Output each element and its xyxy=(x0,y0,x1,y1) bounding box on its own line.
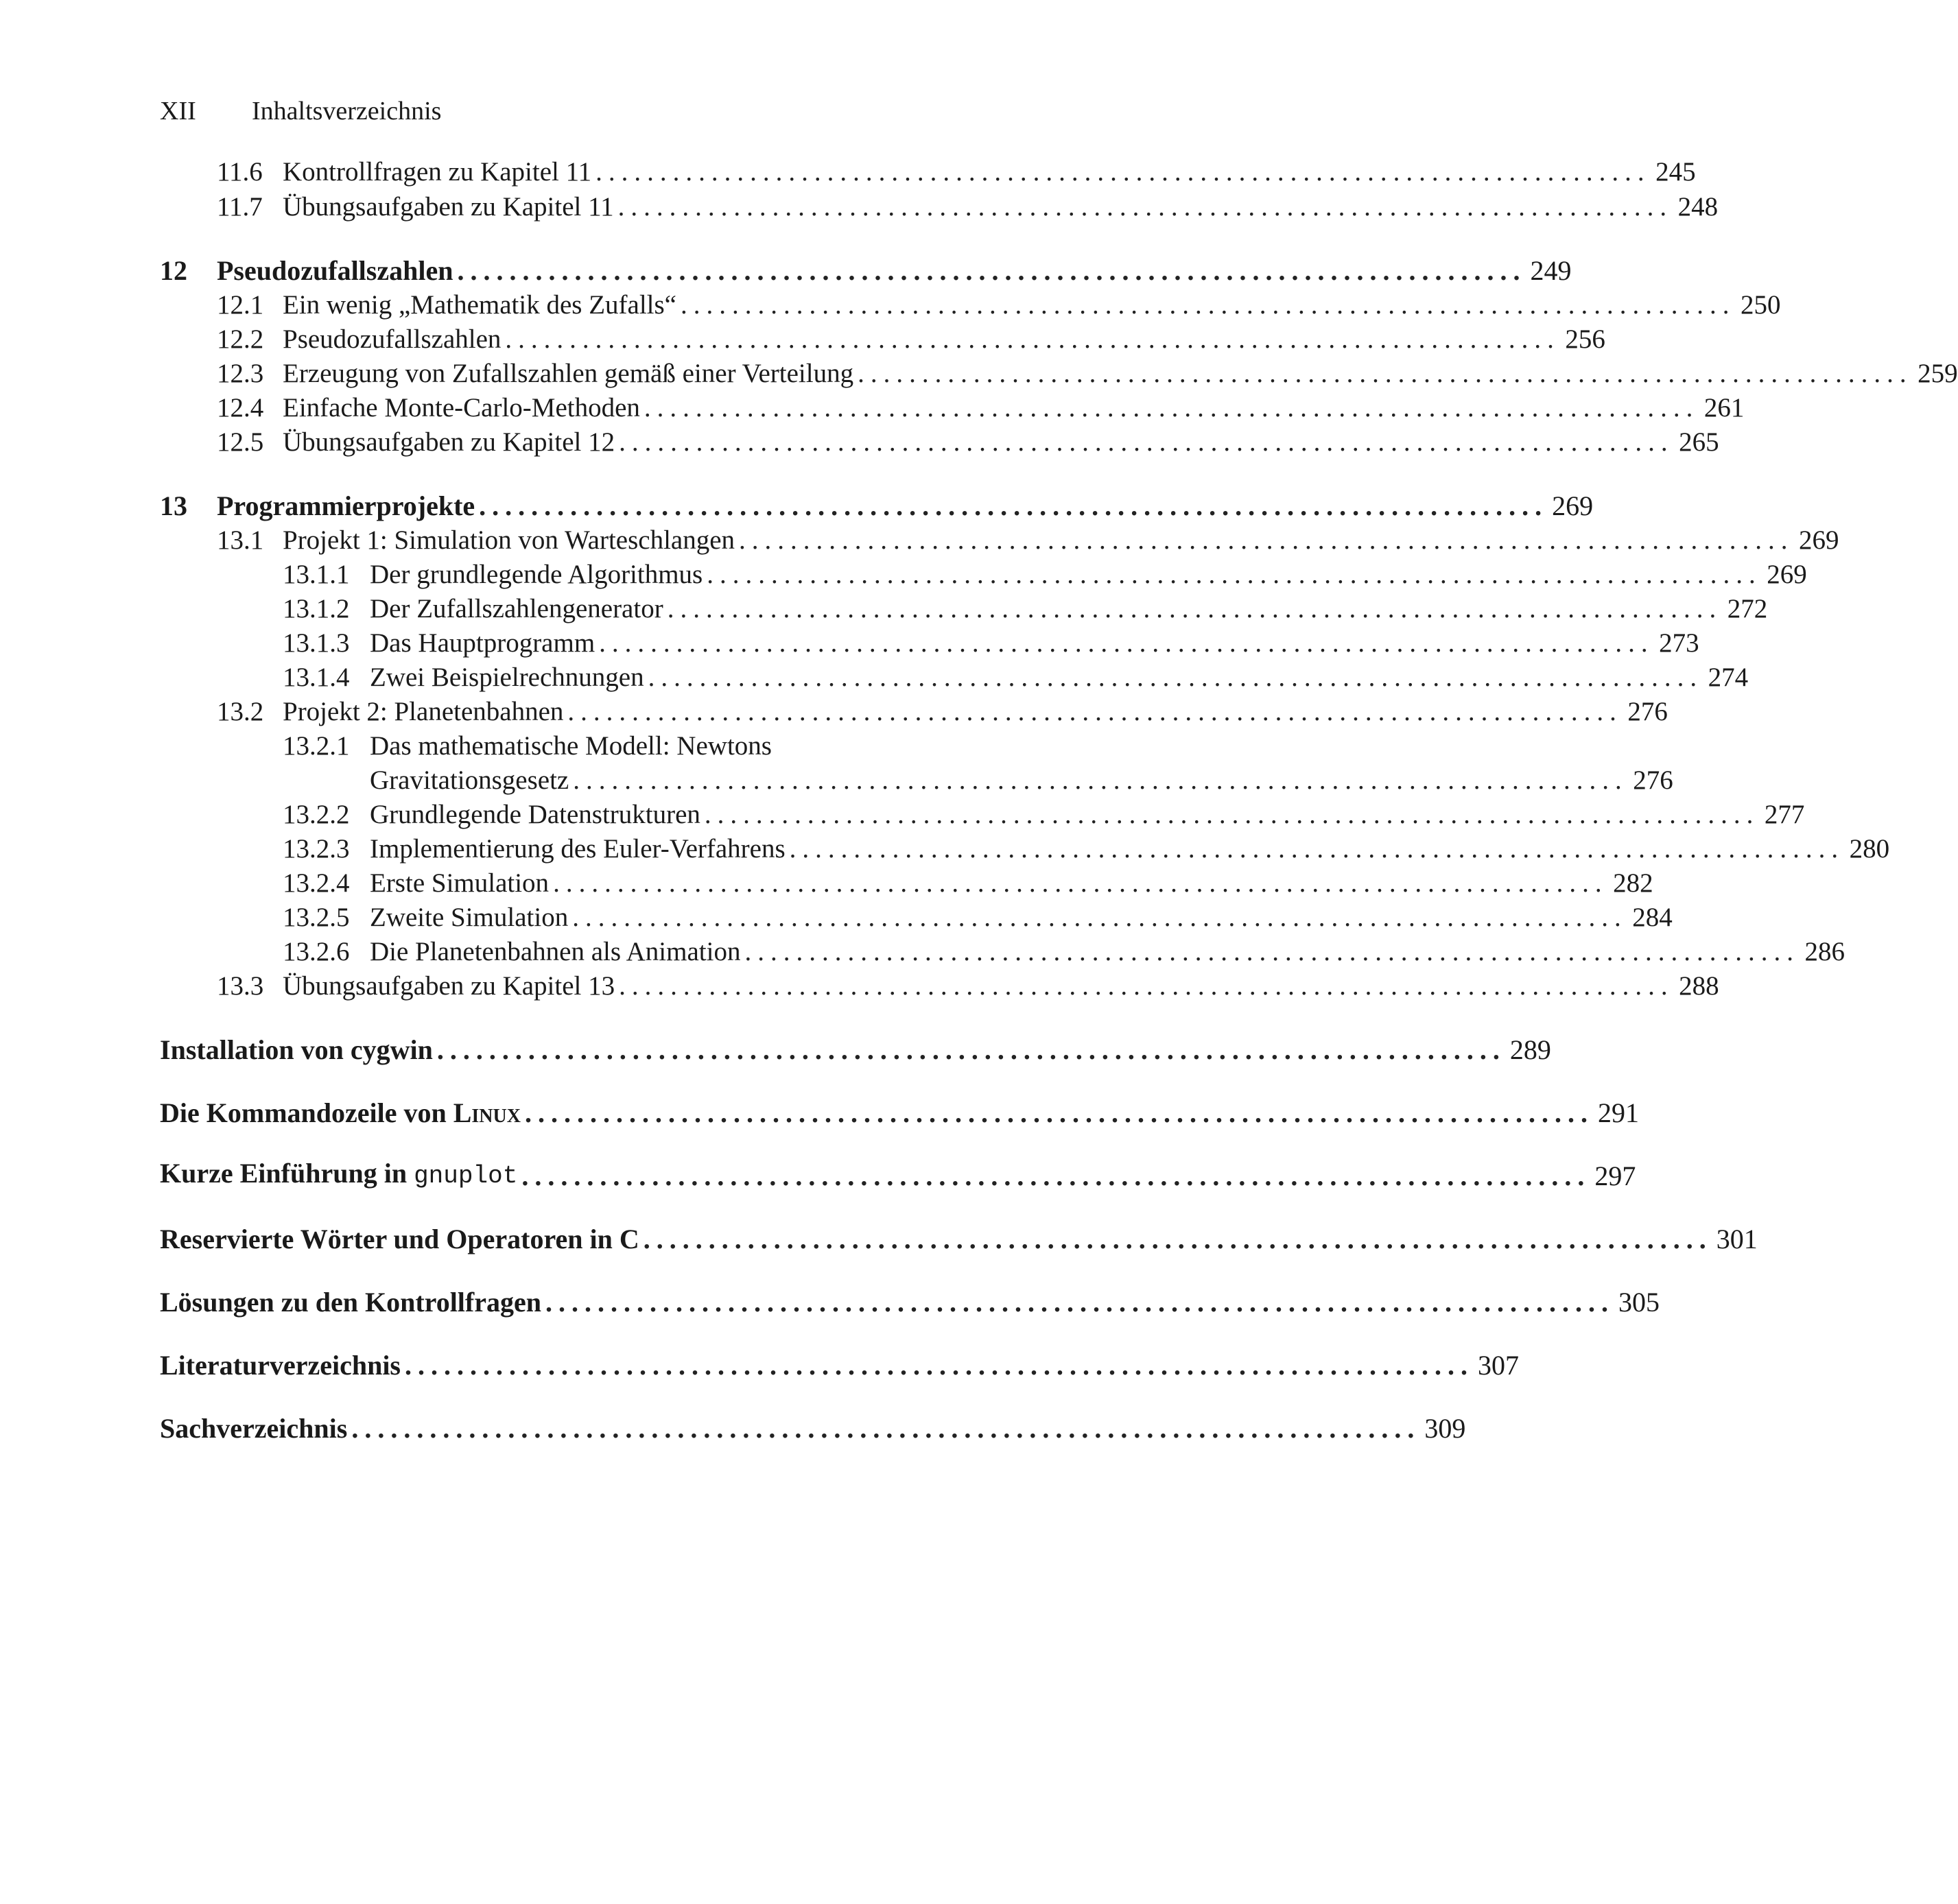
toc-entry-13-1-1[interactable] xyxy=(283,558,1807,592)
toc-chapter-13[interactable] xyxy=(160,489,1594,523)
dot-leader: .................................................................................. xyxy=(789,834,1845,864)
section-title: Erzeugung von Zufallszahlen gemäß einer Verteilung xyxy=(283,359,854,388)
page-reference: 269 xyxy=(1552,490,1594,521)
page-reference: 272 xyxy=(1727,594,1768,623)
running-title: Inhaltsverzeichnis xyxy=(252,97,442,126)
section-number: 12.2 xyxy=(217,324,264,354)
appendix-title: Lösungen zu den Kontrollfragen xyxy=(160,1287,541,1318)
toc-entry-13-1-2[interactable] xyxy=(283,592,1768,626)
toc-entry-13-1-3[interactable] xyxy=(283,626,1699,661)
toc-entry-13-2[interactable] xyxy=(217,695,1668,729)
subsection-number: 13.1.3 xyxy=(283,628,350,658)
toc-entry-13-2-6[interactable] xyxy=(283,935,1845,969)
page-reference: 274 xyxy=(1708,663,1749,692)
toc-appendix-bibliography[interactable] xyxy=(160,1348,1519,1383)
dot-leader: .................................................................................. xyxy=(573,765,1628,795)
section-title: Projekt 1: Simulation von Warteschlangen xyxy=(283,525,735,555)
subsection-title: Der Zufallszahlengenerator xyxy=(370,594,663,623)
toc-entry-13-2-2[interactable] xyxy=(283,798,1805,832)
section-number: 12.1 xyxy=(217,290,264,320)
chapter-number: 12 xyxy=(160,255,187,286)
toc-entry-11-7[interactable] xyxy=(217,190,1719,224)
dot-leader: .................................................................................. xyxy=(617,192,1673,222)
page-reference: 282 xyxy=(1613,868,1653,898)
dot-leader: .................................................................................. xyxy=(648,663,1703,692)
subsection-title: Das mathematische Modell: Newtons xyxy=(370,731,772,761)
appendix-title: Literaturverzeichnis xyxy=(160,1350,401,1381)
page-reference: 284 xyxy=(1632,903,1673,932)
section-title: Übungsaufgaben zu Kapitel 13 xyxy=(283,971,615,1001)
page-reference: 286 xyxy=(1804,937,1845,966)
dot-leader: .................................................................................. xyxy=(644,393,1699,423)
toc-entry-11-6[interactable] xyxy=(217,155,1696,189)
section-title: Einfache Monte-Carlo-Methoden xyxy=(283,393,640,423)
subsection-number: 13.1.1 xyxy=(283,560,350,589)
toc-entry-12-1[interactable] xyxy=(217,288,1781,322)
subsection-number: 13.1.4 xyxy=(283,663,350,692)
section-number: 13.3 xyxy=(217,971,264,1001)
page-reference: 250 xyxy=(1741,290,1781,320)
page-reference: 288 xyxy=(1679,971,1719,1001)
toc-chapter-12[interactable] xyxy=(160,254,1572,288)
appendix-title: Reservierte Wörter und Operatoren in C xyxy=(160,1224,639,1254)
subsection-title-continued: Gravitationsgesetz xyxy=(370,765,569,795)
appendix-title: Kurze Einführung in gnuplot xyxy=(160,1158,518,1190)
subsection-title: Der grundlegende Algorithmus xyxy=(370,560,703,589)
toc-entry-13-2-1-line2[interactable] xyxy=(370,763,1673,798)
subsection-number: 13.2.1 xyxy=(283,731,350,761)
page-header xyxy=(160,95,441,128)
toc-entry-13-2-5[interactable] xyxy=(283,901,1673,935)
chapter-title: Programmierprojekte xyxy=(217,490,475,521)
toc-entry-13-2-1-line1[interactable] xyxy=(283,729,772,763)
toc-entry-12-5[interactable] xyxy=(217,425,1719,460)
dot-leader: .................................................................................. xyxy=(479,490,1548,521)
appendix-title: Die Kommandozeile von Linux xyxy=(160,1097,521,1128)
section-number: 12.3 xyxy=(217,359,264,388)
toc-appendix-solutions[interactable] xyxy=(160,1285,1660,1320)
section-number: 11.6 xyxy=(217,157,263,187)
page-reference: 309 xyxy=(1424,1413,1466,1444)
appendix-title: Sachverzeichnis xyxy=(160,1413,348,1444)
dot-leader: .................................................................................. xyxy=(619,971,1674,1001)
toc-entry-13-1[interactable] xyxy=(217,523,1839,558)
toc-appendix-linux[interactable] xyxy=(160,1096,1639,1130)
page-reference: 280 xyxy=(1849,834,1890,864)
dot-leader: .................................................................................. xyxy=(521,1161,1591,1191)
linux-name: Linux xyxy=(453,1097,521,1128)
subsection-title: Zweite Simulation xyxy=(370,903,569,932)
section-title: Pseudozufallszahlen xyxy=(283,324,502,354)
subsection-number: 13.2.3 xyxy=(283,834,350,864)
toc-entry-12-3[interactable] xyxy=(217,357,1958,391)
page-reference: 276 xyxy=(1627,697,1668,726)
dot-leader: .................................................................................. xyxy=(599,628,1654,658)
section-number: 12.5 xyxy=(217,427,264,457)
dot-leader: .................................................................................. xyxy=(704,800,1760,829)
page-reference: 307 xyxy=(1478,1350,1519,1381)
page-reference: 297 xyxy=(1594,1161,1636,1191)
dot-leader: .................................................................................. xyxy=(436,1034,1506,1065)
dot-leader: .................................................................................. xyxy=(707,560,1762,589)
toc-entry-13-2-3[interactable] xyxy=(283,832,1890,866)
page-reference: 256 xyxy=(1565,324,1605,354)
page-reference: 289 xyxy=(1509,1034,1551,1065)
dot-leader: .................................................................................. xyxy=(739,525,1794,555)
toc-appendix-reserved-words[interactable] xyxy=(160,1222,1758,1257)
page-reference: 291 xyxy=(1597,1097,1639,1128)
page-reference: 269 xyxy=(1799,525,1839,555)
dot-leader: .................................................................................. xyxy=(545,1287,1614,1318)
page-reference: 261 xyxy=(1703,393,1745,423)
page-reference: 301 xyxy=(1716,1224,1758,1254)
subsection-number: 13.1.2 xyxy=(283,594,350,623)
subsection-title: Erste Simulation xyxy=(370,868,550,898)
section-title: Übungsaufgaben zu Kapitel 11 xyxy=(283,192,614,222)
dot-leader: .................................................................................. xyxy=(619,427,1674,457)
chapter-number: 13 xyxy=(160,490,187,521)
section-number: 12.4 xyxy=(217,393,264,423)
dot-leader: .................................................................................. xyxy=(524,1097,1594,1128)
dot-leader: .................................................................................. xyxy=(405,1350,1474,1381)
page-reference: 276 xyxy=(1633,765,1673,795)
toc-entry-12-2[interactable] xyxy=(217,322,1605,357)
dot-leader: .................................................................................. xyxy=(744,937,1800,966)
page-reference: 248 xyxy=(1677,192,1719,222)
section-number: 13.1 xyxy=(217,525,264,555)
subsection-title: Das Hauptprogramm xyxy=(370,628,595,658)
section-title: Kontrollfragen zu Kapitel 11 xyxy=(283,157,592,187)
page-reference: 245 xyxy=(1655,157,1696,187)
subsection-number: 13.2.5 xyxy=(283,903,350,932)
page-reference: 269 xyxy=(1767,560,1807,589)
subsection-number: 13.2.4 xyxy=(283,868,350,898)
page-reference: 265 xyxy=(1679,427,1719,457)
page-reference: 277 xyxy=(1764,800,1805,829)
section-title: Projekt 2: Planetenbahnen xyxy=(283,697,564,726)
section-title: Übungsaufgaben zu Kapitel 12 xyxy=(283,427,615,457)
toc-appendix-gnuplot[interactable] xyxy=(160,1158,1636,1193)
dot-leader: .................................................................................. xyxy=(858,359,1913,388)
page-reference: 259 xyxy=(1918,359,1958,388)
subsection-title: Zwei Beispielrechnungen xyxy=(370,663,644,692)
dot-leader: .................................................................................. xyxy=(681,290,1736,320)
toc-appendix-index[interactable] xyxy=(160,1412,1466,1446)
page-reference: 273 xyxy=(1659,628,1699,658)
dot-leader: .................................................................................. xyxy=(567,697,1623,726)
page-number: XII xyxy=(160,97,196,126)
page-reference: 249 xyxy=(1530,255,1572,286)
subsection-title: Implementierung des Euler-Verfahrens xyxy=(370,834,786,864)
section-title: Ein wenig „Mathematik des Zufalls“ xyxy=(283,290,676,320)
dot-leader: .................................................................................. xyxy=(457,255,1526,286)
section-number: 13.2 xyxy=(217,697,264,726)
toc-appendix-cygwin[interactable] xyxy=(160,1033,1551,1067)
subsection-number: 13.2.2 xyxy=(283,800,350,829)
dot-leader: .................................................................................. xyxy=(351,1413,1421,1444)
toc-entry-12-4[interactable] xyxy=(217,391,1745,425)
gnuplot-name: gnuplot xyxy=(414,1162,518,1190)
dot-leader: .................................................................................. xyxy=(667,594,1723,623)
chapter-title: Pseudozufallszahlen xyxy=(217,255,453,286)
subsection-title: Grundlegende Datenstrukturen xyxy=(370,800,700,829)
dot-leader: .................................................................................. xyxy=(595,157,1651,187)
subsection-title: Die Planetenbahnen als Animation xyxy=(370,937,741,966)
dot-leader: .................................................................................. xyxy=(643,1224,1712,1254)
page-reference: 305 xyxy=(1618,1287,1660,1318)
toc-entry-13-1-4[interactable] xyxy=(283,661,1749,695)
section-number: 11.7 xyxy=(217,192,263,222)
dot-leader: .................................................................................. xyxy=(505,324,1560,354)
toc-entry-13-3[interactable] xyxy=(217,969,1719,1003)
appendix-title: Installation von cygwin xyxy=(160,1034,433,1065)
dot-leader: .................................................................................. xyxy=(572,903,1627,932)
subsection-number: 13.2.6 xyxy=(283,937,350,966)
toc-entry-13-2-4[interactable] xyxy=(283,866,1653,901)
dot-leader: .................................................................................. xyxy=(553,868,1608,898)
